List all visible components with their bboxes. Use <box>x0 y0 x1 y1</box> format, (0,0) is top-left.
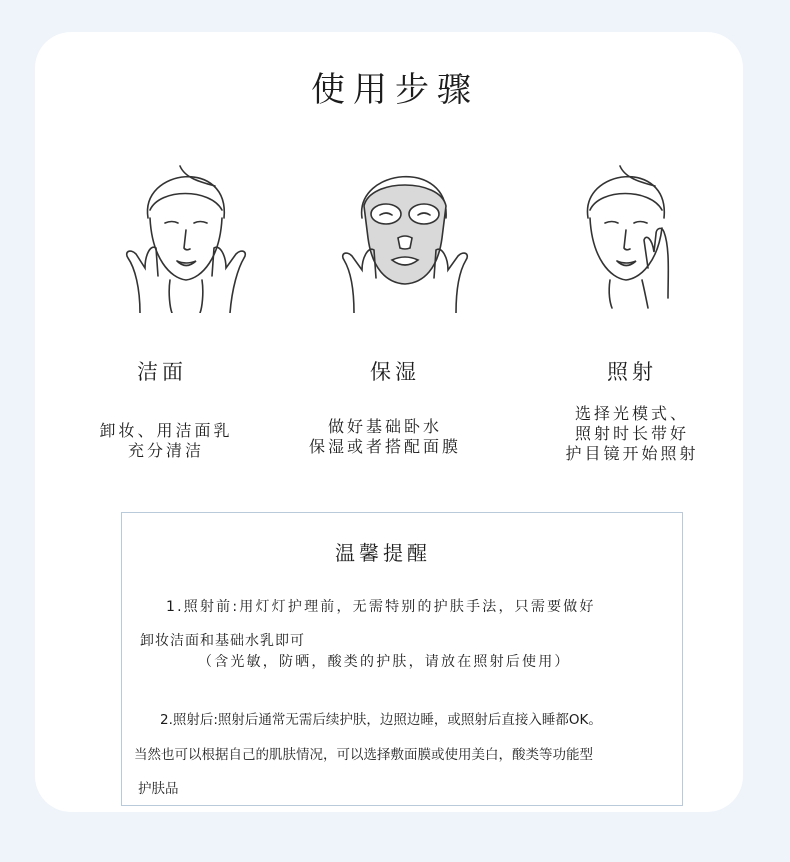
step-3-desc-line: 选择光模式、 <box>574 404 689 423</box>
tip-line: 当然也可以根据自己的肌肤情况，可以选择敷面膜或使用美白，酸类等功能型 <box>134 747 593 763</box>
step-3-description <box>522 404 742 464</box>
face-touch-icon <box>548 148 698 313</box>
face-mask-icon <box>330 148 480 313</box>
step-3-desc-line: 照射时长带好 <box>574 424 689 443</box>
face-washing-icon <box>110 148 260 313</box>
tip-line: 卸妆洁面和基础水乳即可 <box>140 633 305 649</box>
step-2-description <box>275 417 495 457</box>
step-3-desc-line: 护目镜开始照射 <box>565 444 699 463</box>
step-2-title: 保湿 <box>370 360 420 384</box>
step-2-desc-line: 保湿或者搭配面膜 <box>308 437 461 456</box>
step-2-desc-line: 做好基础卧水 <box>327 417 442 436</box>
step-3-title: 照射 <box>607 360 657 384</box>
step-1-title: 洁面 <box>137 360 187 384</box>
tips-title: 温馨提醒 <box>335 541 431 565</box>
step-1-desc-line: 卸妆、用洁面乳 <box>99 421 233 440</box>
tip-line: 护肤品 <box>138 781 179 797</box>
tip-line: （含光敏，防晒，酸类的护肤，请放在照射后使用） <box>198 654 571 670</box>
page-title: 使用步骤 <box>311 70 479 110</box>
step-1-description <box>56 421 276 461</box>
step-1-desc-line: 充分清洁 <box>127 441 204 460</box>
tip-line: 2.照射后:照射后通常无需后续护肤，边照边睡，或照射后直接入睡都OK。 <box>160 712 602 728</box>
tip-line: 1.照射前:用灯灯护理前，无需特别的护肤手法，只需要做好 <box>166 599 596 615</box>
